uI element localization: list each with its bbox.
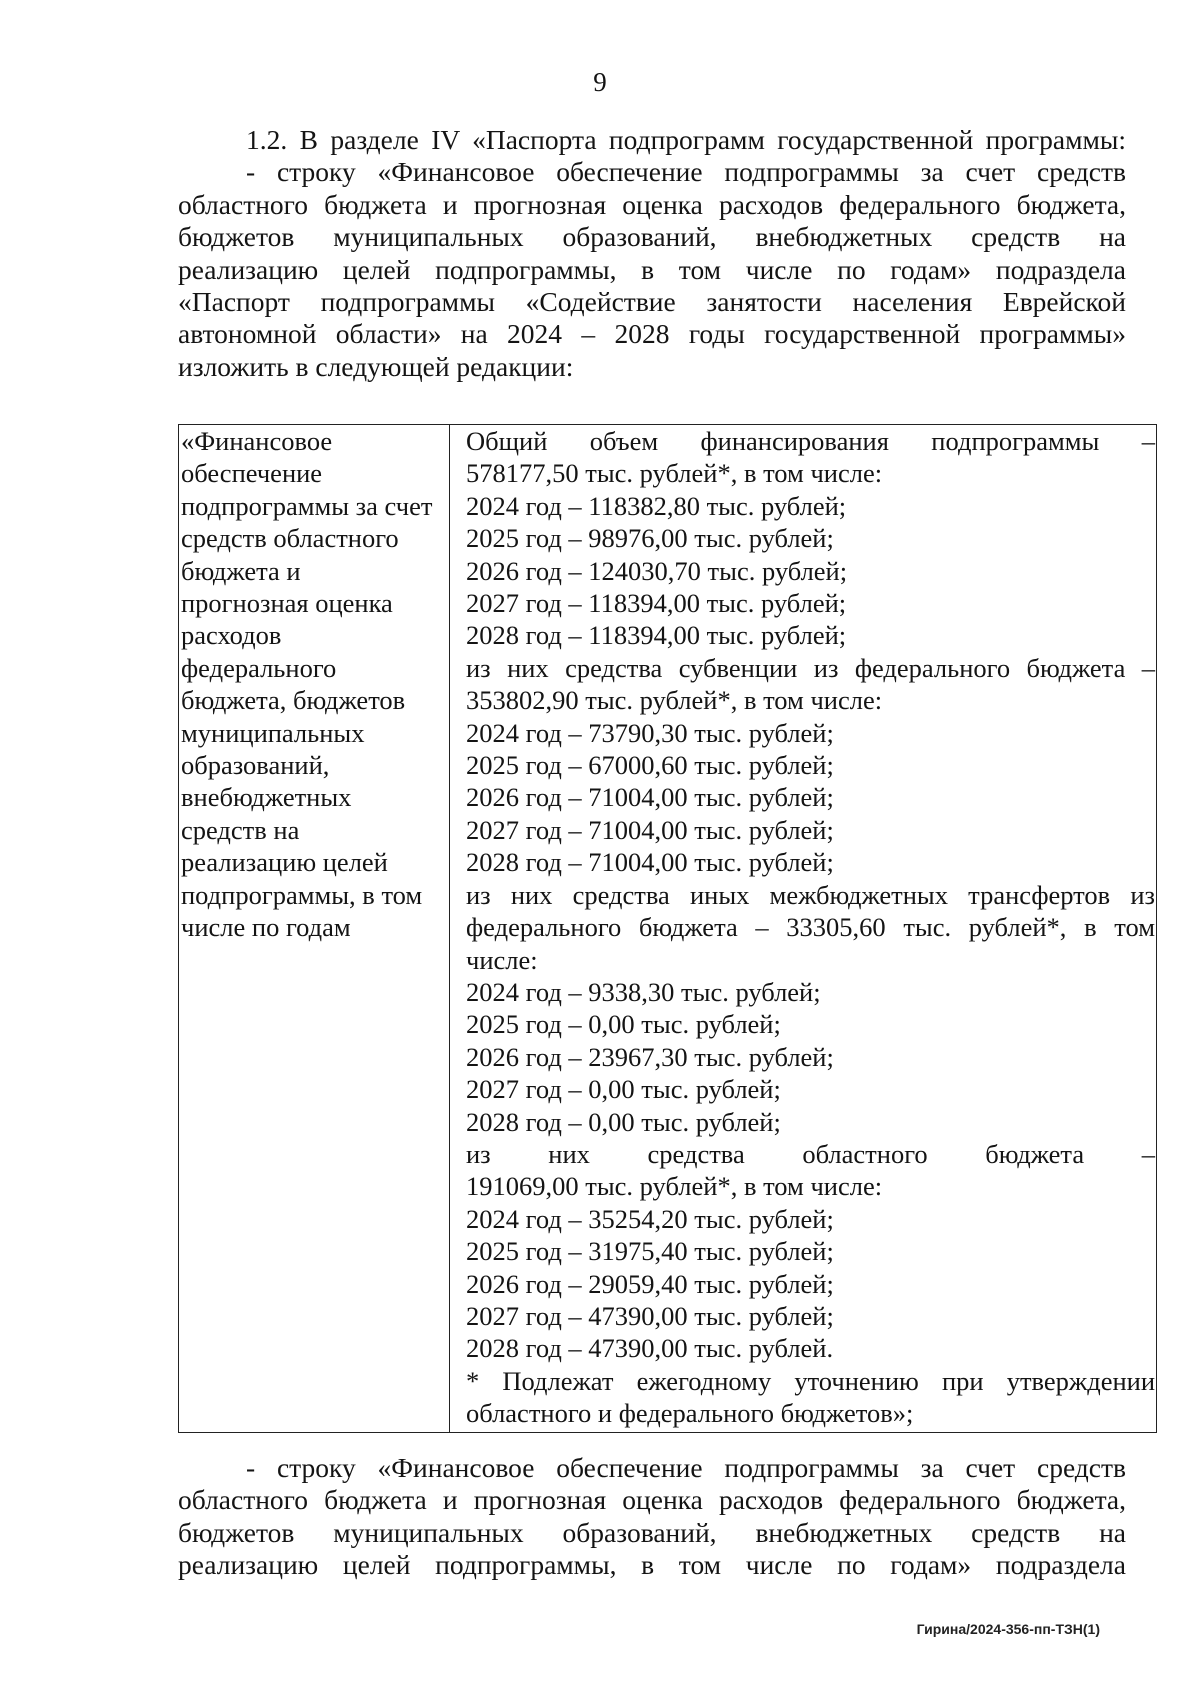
value-line: * Подлежат ежегодному уточнению при утверждении [466,1365,1155,1396]
value-line: федерального бюджета – 33305,60 тыс. рублей*, в том [466,912,1155,943]
subprogram-passport-table [178,424,1157,1433]
label-line: «Финансовое [181,426,333,456]
value-line: 2025 год – 0,00 тыс. рублей; [466,1009,781,1040]
value-line: 2028 год – 71004,00 тыс. рублей; [466,847,834,878]
value-line: 2027 год – 118394,00 тыс. рублей; [466,588,847,619]
label-line: средств областного [181,523,399,554]
intro-line: «Паспорт подпрограммы «Содействие занятости населения Еврейской [178,286,1126,318]
label-line: образований, [181,750,330,781]
table-row [179,425,1157,1433]
outro-line: реализацию целей подпрограммы, в том числе по годам» подраздела [178,1549,1126,1581]
value-line: Общий объем финансирования подпрограммы – [466,426,1155,456]
value-line: числе: [466,944,538,975]
intro-line: реализацию целей подпрограммы, в том числе по годам» подраздела [178,253,1126,285]
value-line: 2024 год – 118382,80 тыс. рублей; [466,490,847,521]
label-line: реализацию целей [181,847,388,878]
label-line: числе по годам [181,912,351,943]
label-line: прогнозная оценка [181,588,393,619]
value-line: 2025 год – 31975,40 тыс. рублей; [466,1236,834,1267]
value-line: 2024 год – 9338,30 тыс. рублей; [466,976,821,1007]
label-line: подпрограммы за счет [181,490,433,521]
page-number: 9 [593,67,607,97]
label-line: обеспечение [181,458,323,489]
value-line: 2024 год – 73790,30 тыс. рублей; [466,717,834,748]
value-line: 191069,00 тыс. рублей*, в том числе: [466,1171,883,1202]
value-line: 2028 год – 118394,00 тыс. рублей; [466,620,847,651]
value-line: из них средства субвенции из федерального бюджета – [466,652,1155,683]
value-line: 2028 год – 0,00 тыс. рублей; [466,1106,781,1137]
value-line: 578177,50 тыс. рублей*, в том числе: [466,458,883,489]
value-line: 2026 год – 29059,40 тыс. рублей; [466,1268,834,1299]
value-line: 2024 год – 35254,20 тыс. рублей; [466,1203,834,1234]
value-line: из них средства областного бюджета – [466,1138,1155,1169]
intro-line: изложить в следующей редакции: [178,350,574,382]
intro-lines [178,156,1126,383]
intro-line: - строку «Финансовое обеспечение подпрограммы за счет средств [246,156,1126,188]
outro-line: бюджетов муниципальных образований, внебюджетных средств на [178,1516,1126,1548]
value-line: 2027 год – 71004,00 тыс. рублей; [466,814,834,845]
label-line: федерального [181,652,337,683]
label-line: бюджета и [181,555,301,586]
intro-line: областного бюджета и прогнозная оценка расходов федерального бюджета, [178,188,1126,220]
intro-paragraph [178,124,1126,383]
label-line: муниципальных [181,717,365,748]
value-line: 2026 год – 124030,70 тыс. рублей; [466,555,848,586]
intro-heading-line: 1.2. В разделе IV «Паспорта подпрограмм государственной программы: [246,124,1126,155]
intro-line: автономной области» на 2024 – 2028 годы государственной программы» [178,318,1126,350]
document-footer-code: Гирина/2024-356-пп-ТЗН(1) [916,1621,1100,1637]
value-line: 353802,90 тыс. рублей*, в том числе: [466,685,883,716]
row-value-cell [450,425,1157,1433]
row-label-cell [179,425,450,1433]
label-line: средств на [181,814,300,845]
value-line: 2027 год – 0,00 тыс. рублей; [466,1074,781,1105]
value-line: 2026 год – 71004,00 тыс. рублей; [466,782,834,813]
value-line: 2026 год – 23967,30 тыс. рублей; [466,1041,834,1072]
label-line: бюджета, бюджетов [181,685,406,716]
value-line: 2028 год – 47390,00 тыс. рублей. [466,1333,834,1364]
value-line: областного и федерального бюджетов»; [466,1398,914,1429]
label-line: внебюджетных [181,782,352,813]
outro-line: областного бюджета и прогнозная оценка расходов федерального бюджета, [178,1484,1126,1516]
label-line: подпрограммы, в том [181,879,423,910]
value-line: 2027 год – 47390,00 тыс. рублей; [466,1300,834,1331]
value-line: 2025 год – 98976,00 тыс. рублей; [466,523,834,554]
value-line: из них средства иных межбюджетных трансфертов из [466,879,1155,910]
outro-line: - строку «Финансовое обеспечение подпрограммы за счет средств [246,1452,1126,1483]
label-line: расходов [181,620,282,651]
outro-paragraph [178,1452,1126,1582]
outro-lines [178,1452,1126,1582]
value-line: 2025 год – 67000,60 тыс. рублей; [466,750,834,781]
intro-line: бюджетов муниципальных образований, внебюджетных средств на [178,221,1126,253]
